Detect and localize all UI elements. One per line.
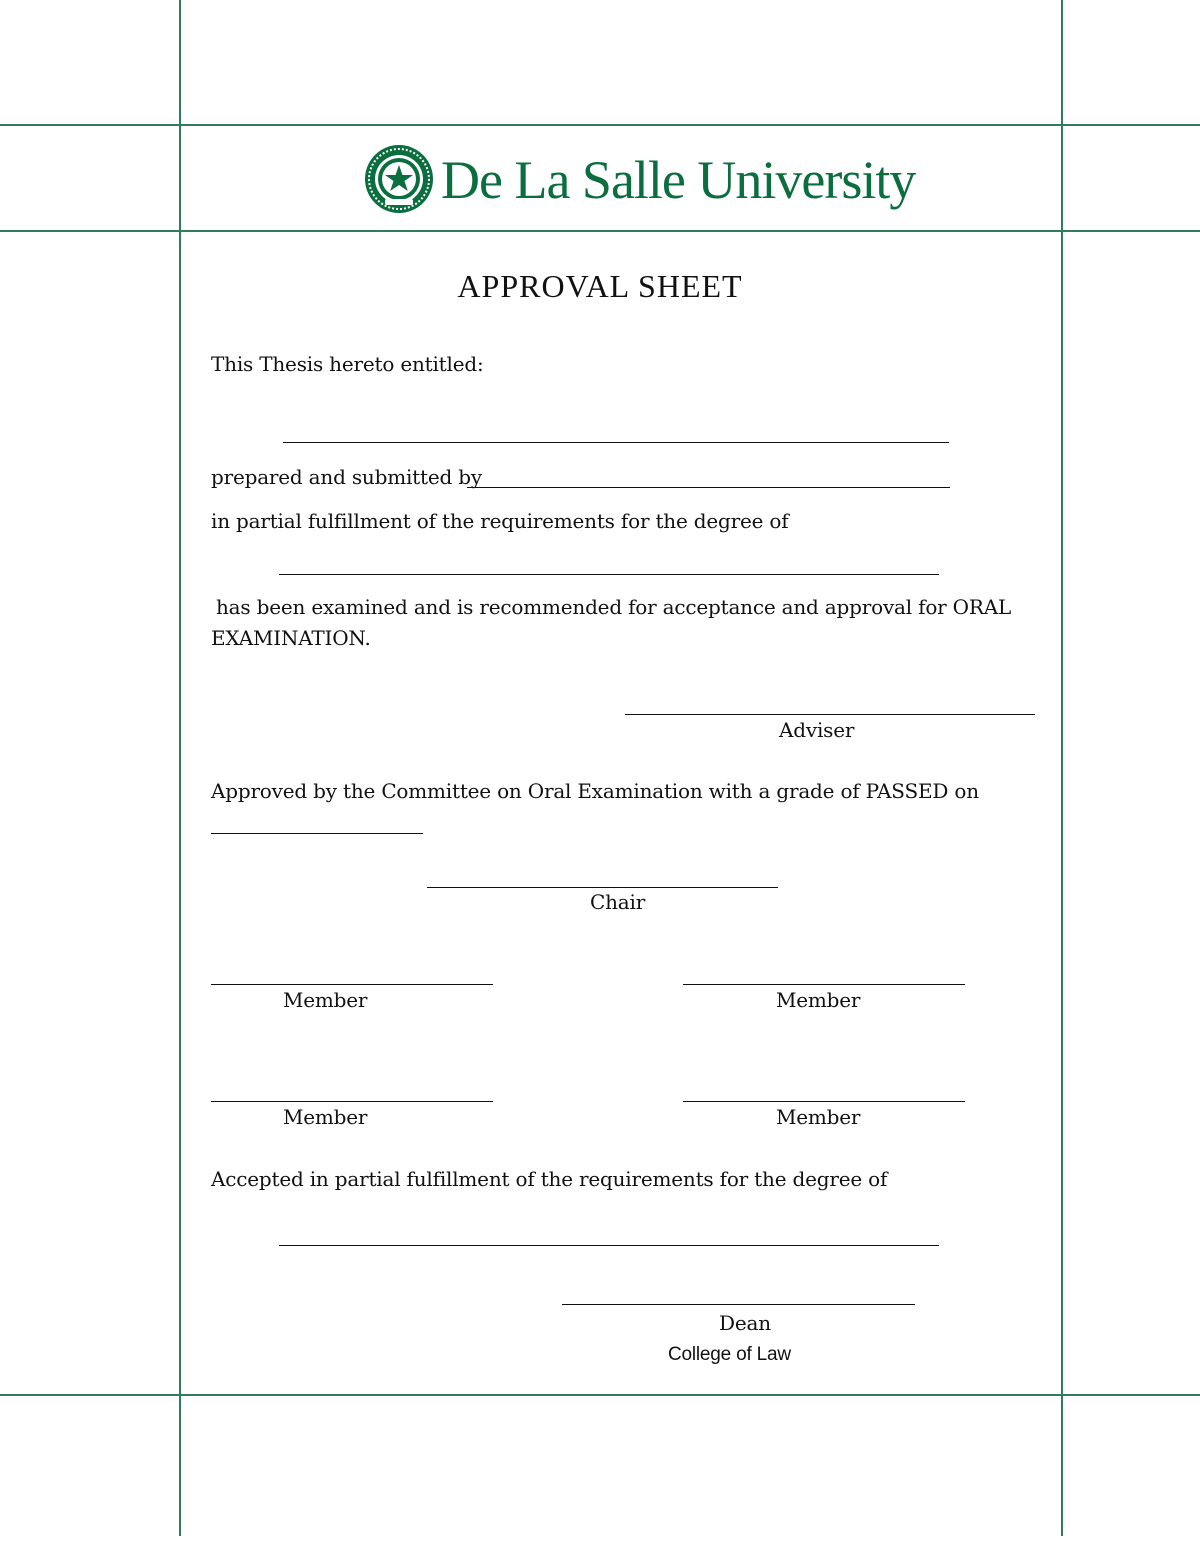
- member-label-3: Member: [283, 1105, 368, 1129]
- college-label: College of Law: [668, 1344, 791, 1365]
- adviser-label: Adviser: [779, 718, 855, 742]
- frame-header-line: [0, 230, 1200, 232]
- dean-signature-line[interactable]: [562, 1304, 915, 1305]
- member-signature-line-3[interactable]: [211, 1101, 493, 1102]
- member-signature-line-2[interactable]: [683, 984, 965, 985]
- member-signature-line-1[interactable]: [211, 984, 493, 985]
- university-seal-icon: [363, 143, 435, 215]
- partial-fulfillment-text: in partial fulfillment of the requirements for the degree of: [211, 509, 789, 533]
- page-title: APPROVAL SHEET: [457, 268, 743, 304]
- prepared-label: prepared and submitted by: [211, 465, 482, 489]
- frame-top-line: [0, 124, 1200, 126]
- approved-text: Approved by the Committee on Oral Examination with a grade of PASSED on: [211, 779, 979, 803]
- degree-line[interactable]: [279, 574, 939, 575]
- recommend-text-line2: EXAMINATION.: [211, 626, 371, 650]
- chair-label: Chair: [590, 890, 646, 914]
- university-wordmark: De La Salle University: [441, 150, 916, 210]
- university-logo: [363, 143, 916, 223]
- member-signature-line-4[interactable]: [683, 1101, 965, 1102]
- frame-bottom-line: [0, 1394, 1200, 1396]
- thesis-title-line[interactable]: [283, 442, 949, 443]
- member-label-1: Member: [283, 988, 368, 1012]
- recommend-text-line1: has been examined and is recommended for acceptance and approval for ORAL: [216, 595, 1012, 619]
- accepted-text: Accepted in partial fulfillment of the requirements for the degree of: [211, 1167, 888, 1191]
- date-line[interactable]: [211, 833, 423, 834]
- author-line[interactable]: [467, 487, 950, 488]
- adviser-signature-line[interactable]: [625, 714, 1035, 715]
- member-label-2: Member: [776, 988, 861, 1012]
- member-label-4: Member: [776, 1105, 861, 1129]
- thesis-intro: This Thesis hereto entitled:: [211, 352, 484, 376]
- accepted-degree-line[interactable]: [279, 1245, 939, 1246]
- chair-signature-line[interactable]: [427, 887, 778, 888]
- dean-label: Dean: [719, 1311, 771, 1335]
